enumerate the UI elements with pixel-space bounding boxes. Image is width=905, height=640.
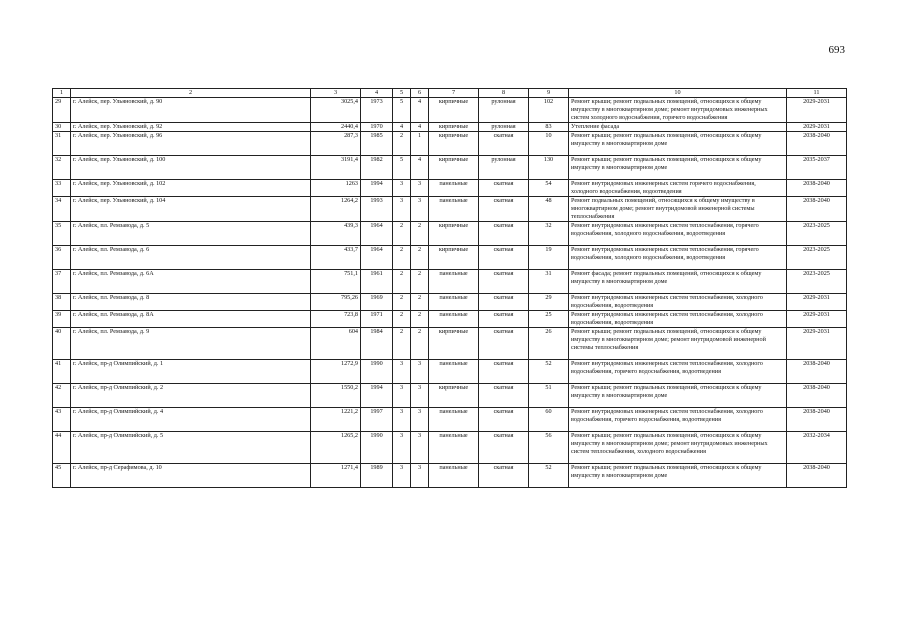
works-cell: Утепление фасада: [569, 123, 787, 132]
roof-type-cell: скатная: [479, 294, 529, 311]
floors-cell: 2: [393, 246, 411, 270]
floors-cell: 2: [393, 328, 411, 360]
wall-material-cell: кирпичные: [429, 384, 479, 408]
works-cell: Ремонт внутридомовых инженерных систем теплоснабжения, холодного водоснабжения, горячего водоснабжения, водоотведения: [569, 360, 787, 384]
apartments-cell: 51: [529, 384, 569, 408]
floors-cell: 5: [393, 98, 411, 123]
works-cell: Ремонт крыши; ремонт подвальных помещений, относящихся к общему имуществу в многоквартирном доме; ремонт внутридомовой инженерной системы теплоснабжения: [569, 328, 787, 360]
wall-material-cell: кирпичные: [429, 222, 479, 246]
year-cell: 1994: [361, 180, 393, 197]
area-cell: 439,3: [311, 222, 361, 246]
period-cell: 2038-2040: [787, 197, 847, 222]
column-number: 1: [53, 89, 71, 98]
wall-material-cell: панельные: [429, 311, 479, 328]
roof-type-cell: скатная: [479, 132, 529, 156]
entrances-cell: 2: [411, 270, 429, 294]
area-cell: 433,7: [311, 246, 361, 270]
row-number: 37: [53, 270, 71, 294]
year-cell: 1994: [361, 384, 393, 408]
floors-cell: 3: [393, 360, 411, 384]
floors-cell: 3: [393, 464, 411, 488]
wall-material-cell: кирпичные: [429, 98, 479, 123]
period-cell: 2029-2031: [787, 294, 847, 311]
roof-type-cell: рулонная: [479, 156, 529, 180]
year-cell: 1985: [361, 132, 393, 156]
area-cell: 287,3: [311, 132, 361, 156]
wall-material-cell: панельные: [429, 180, 479, 197]
column-number: 10: [569, 89, 787, 98]
period-cell: 2029-2031: [787, 123, 847, 132]
row-number: 32: [53, 156, 71, 180]
area-cell: 2440,4: [311, 123, 361, 132]
year-cell: 1993: [361, 197, 393, 222]
table-row: [53, 222, 847, 246]
works-cell: Ремонт внутридомовых инженерных систем теплоснабжения, холодного водоснабжения, водоотведения: [569, 294, 787, 311]
row-number: 45: [53, 464, 71, 488]
year-cell: 1970: [361, 123, 393, 132]
apartments-cell: 25: [529, 311, 569, 328]
housing-registry-table: [52, 88, 847, 488]
row-number: 43: [53, 408, 71, 432]
wall-material-cell: панельные: [429, 408, 479, 432]
address-cell: г. Алейск, пл. Ремзавода, д. 6: [71, 246, 311, 270]
entrances-cell: 4: [411, 98, 429, 123]
entrances-cell: 2: [411, 246, 429, 270]
wall-material-cell: кирпичные: [429, 123, 479, 132]
entrances-cell: 3: [411, 384, 429, 408]
row-number: 41: [53, 360, 71, 384]
floors-cell: 2: [393, 270, 411, 294]
address-cell: г. Алейск, пр-д Олимпийский, д. 5: [71, 432, 311, 464]
floors-cell: 3: [393, 432, 411, 464]
row-number: 34: [53, 197, 71, 222]
floors-cell: 2: [393, 222, 411, 246]
apartments-cell: 32: [529, 222, 569, 246]
works-cell: Ремонт крыши; ремонт подвальных помещений, относящихся к общему имуществу в многоквартирном доме: [569, 156, 787, 180]
area-cell: 723,8: [311, 311, 361, 328]
floors-cell: 2: [393, 132, 411, 156]
apartments-cell: 83: [529, 123, 569, 132]
address-cell: г. Алейск, пл. Ремзавода, д. 6А: [71, 270, 311, 294]
table-row: [53, 132, 847, 156]
address-cell: г. Алейск, пер. Ульяновский, д. 102: [71, 180, 311, 197]
works-cell: Ремонт внутридомовых инженерных систем горячего водоснабжения, холодного водоснабжения, водоотведения: [569, 180, 787, 197]
table-row: [53, 197, 847, 222]
works-cell: Ремонт крыши; ремонт подвальных помещений, относящихся к общему имуществу в многоквартирном доме: [569, 384, 787, 408]
year-cell: 1984: [361, 328, 393, 360]
table-row: [53, 432, 847, 464]
column-number: 11: [787, 89, 847, 98]
row-number: 35: [53, 222, 71, 246]
area-cell: 1550,2: [311, 384, 361, 408]
floors-cell: 2: [393, 294, 411, 311]
table-row: [53, 384, 847, 408]
row-number: 42: [53, 384, 71, 408]
table-row: [53, 464, 847, 488]
works-cell: Ремонт подвальных помещений, относящихся к общему имуществу в многоквартирном доме; ремонт внутридомовой инженерной системы теплоснабжения: [569, 197, 787, 222]
address-cell: г. Алейск, пл. Ремзавода, д. 9: [71, 328, 311, 360]
row-number: 38: [53, 294, 71, 311]
year-cell: 1964: [361, 246, 393, 270]
row-number: 33: [53, 180, 71, 197]
wall-material-cell: панельные: [429, 464, 479, 488]
address-cell: г. Алейск, пл. Ремзавода, д. 8: [71, 294, 311, 311]
works-cell: Ремонт внутридомовых инженерных систем теплоснабжения, горячего водоснабжения, холодного водоснабжения, водоотведения: [569, 222, 787, 246]
period-cell: 2038-2040: [787, 408, 847, 432]
address-cell: г. Алейск, пр-д Олимпийский, д. 4: [71, 408, 311, 432]
area-cell: 1271,4: [311, 464, 361, 488]
wall-material-cell: кирпичные: [429, 246, 479, 270]
area-cell: 751,1: [311, 270, 361, 294]
apartments-cell: 26: [529, 328, 569, 360]
apartments-cell: 54: [529, 180, 569, 197]
entrances-cell: 3: [411, 360, 429, 384]
area-cell: 1263: [311, 180, 361, 197]
works-cell: Ремонт крыши; ремонт подвальных помещений, относящихся к общему имуществу в многоквартирном доме: [569, 464, 787, 488]
works-cell: Ремонт крыши; ремонт подвальных помещений, относящихся к общему имуществу в многоквартирном доме; ремонт внутридомовых инженерных систем теплоснабжения, холодного водоснабжения: [569, 432, 787, 464]
row-number: 40: [53, 328, 71, 360]
area-cell: 1272,9: [311, 360, 361, 384]
table-row: [53, 156, 847, 180]
wall-material-cell: кирпичные: [429, 132, 479, 156]
floors-cell: 5: [393, 156, 411, 180]
roof-type-cell: скатная: [479, 180, 529, 197]
works-cell: Ремонт внутридомовых инженерных систем теплоснабжения, горячего водоснабжения, холодного водоснабжения, водоотведения: [569, 246, 787, 270]
address-cell: г. Алейск, пер. Ульяновский, д. 92: [71, 123, 311, 132]
roof-type-cell: рулонная: [479, 123, 529, 132]
floors-cell: 4: [393, 123, 411, 132]
entrances-cell: 4: [411, 156, 429, 180]
table-row: [53, 98, 847, 123]
address-cell: г. Алейск, пер. Ульяновский, д. 100: [71, 156, 311, 180]
table-row: [53, 408, 847, 432]
roof-type-cell: скатная: [479, 270, 529, 294]
apartments-cell: 52: [529, 360, 569, 384]
column-number: 9: [529, 89, 569, 98]
apartments-cell: 52: [529, 464, 569, 488]
apartments-cell: 10: [529, 132, 569, 156]
apartments-cell: 19: [529, 246, 569, 270]
column-number: 3: [311, 89, 361, 98]
area-cell: 1265,2: [311, 432, 361, 464]
entrances-cell: 3: [411, 408, 429, 432]
works-cell: Ремонт внутридомовых инженерных систем теплоснабжения, холодного водоснабжения, горячего водоснабжения, водоотведения: [569, 408, 787, 432]
entrances-cell: 3: [411, 197, 429, 222]
period-cell: 2029-2031: [787, 311, 847, 328]
floors-cell: 3: [393, 197, 411, 222]
entrances-cell: 2: [411, 328, 429, 360]
row-number: 30: [53, 123, 71, 132]
entrances-cell: 2: [411, 294, 429, 311]
period-cell: 2035-2037: [787, 156, 847, 180]
apartments-cell: 130: [529, 156, 569, 180]
entrances-cell: 4: [411, 123, 429, 132]
floors-cell: 3: [393, 180, 411, 197]
table-row: [53, 123, 847, 132]
period-cell: 2032-2034: [787, 432, 847, 464]
roof-type-cell: скатная: [479, 464, 529, 488]
apartments-cell: 29: [529, 294, 569, 311]
works-cell: Ремонт крыши; ремонт подвальных помещений, относящихся к общему имуществу в многоквартирном доме; ремонт внутридомовых инженерных систем холодного водоснабжения, горячего водоснабжения: [569, 98, 787, 123]
year-cell: 1997: [361, 408, 393, 432]
works-cell: Ремонт фасада; ремонт подвальных помещений, относящихся к общему имуществу в многоквартирном доме: [569, 270, 787, 294]
area-cell: 1221,2: [311, 408, 361, 432]
year-cell: 1989: [361, 464, 393, 488]
address-cell: г. Алейск, пл. Ремзавода, д. 5: [71, 222, 311, 246]
year-cell: 1982: [361, 156, 393, 180]
address-cell: г. Алейск, пер. Ульяновский, д. 104: [71, 197, 311, 222]
row-number: 36: [53, 246, 71, 270]
period-cell: 2038-2040: [787, 360, 847, 384]
roof-type-cell: скатная: [479, 197, 529, 222]
table-row: [53, 246, 847, 270]
column-number: 8: [479, 89, 529, 98]
roof-type-cell: скатная: [479, 360, 529, 384]
period-cell: 2029-2031: [787, 328, 847, 360]
period-cell: 2038-2040: [787, 384, 847, 408]
column-number: 2: [71, 89, 311, 98]
year-cell: 1990: [361, 432, 393, 464]
wall-material-cell: панельные: [429, 270, 479, 294]
wall-material-cell: панельные: [429, 197, 479, 222]
roof-type-cell: скатная: [479, 328, 529, 360]
year-cell: 1973: [361, 98, 393, 123]
table-row: [53, 294, 847, 311]
entrances-cell: 3: [411, 464, 429, 488]
roof-type-cell: скатная: [479, 246, 529, 270]
apartments-cell: 48: [529, 197, 569, 222]
address-cell: г. Алейск, пер. Ульяновский, д. 96: [71, 132, 311, 156]
apartments-cell: 60: [529, 408, 569, 432]
entrances-cell: 1: [411, 132, 429, 156]
table-row: [53, 328, 847, 360]
roof-type-cell: скатная: [479, 222, 529, 246]
table-row: [53, 311, 847, 328]
roof-type-cell: скатная: [479, 311, 529, 328]
roof-type-cell: скатная: [479, 408, 529, 432]
table-row: [53, 180, 847, 197]
address-cell: г. Алейск, пл. Ремзавода, д. 8А: [71, 311, 311, 328]
works-cell: Ремонт внутридомовых инженерных систем теплоснабжения, холодного водоснабжения, водоотведения: [569, 311, 787, 328]
row-number: 39: [53, 311, 71, 328]
table-row: [53, 360, 847, 384]
period-cell: 2023-2025: [787, 222, 847, 246]
roof-type-cell: скатная: [479, 384, 529, 408]
area-cell: 3191,4: [311, 156, 361, 180]
column-number: 5: [393, 89, 411, 98]
period-cell: 2038-2040: [787, 180, 847, 197]
period-cell: 2029-2031: [787, 98, 847, 123]
floors-cell: 3: [393, 384, 411, 408]
wall-material-cell: кирпичные: [429, 156, 479, 180]
area-cell: 1264,2: [311, 197, 361, 222]
year-cell: 1961: [361, 270, 393, 294]
column-number: 6: [411, 89, 429, 98]
period-cell: 2023-2025: [787, 270, 847, 294]
wall-material-cell: панельные: [429, 360, 479, 384]
wall-material-cell: панельные: [429, 432, 479, 464]
year-cell: 1971: [361, 311, 393, 328]
address-cell: г. Алейск, пр-д Олимпийский, д. 2: [71, 384, 311, 408]
roof-type-cell: рулонная: [479, 98, 529, 123]
column-number-row: [53, 89, 847, 98]
address-cell: г. Алейск, пер. Ульяновский, д. 90: [71, 98, 311, 123]
entrances-cell: 2: [411, 222, 429, 246]
wall-material-cell: панельные: [429, 294, 479, 311]
address-cell: г. Алейск, пр-д Олимпийский, д. 1: [71, 360, 311, 384]
entrances-cell: 3: [411, 432, 429, 464]
page-number: 693: [828, 44, 845, 56]
year-cell: 1990: [361, 360, 393, 384]
works-cell: Ремонт крыши; ремонт подвальных помещений, относящихся к общему имуществу в многоквартирном доме: [569, 132, 787, 156]
row-number: 44: [53, 432, 71, 464]
year-cell: 1969: [361, 294, 393, 311]
period-cell: 2038-2040: [787, 132, 847, 156]
column-number: 7: [429, 89, 479, 98]
row-number: 31: [53, 132, 71, 156]
table-row: [53, 270, 847, 294]
entrances-cell: 2: [411, 311, 429, 328]
area-cell: 3025,4: [311, 98, 361, 123]
area-cell: 604: [311, 328, 361, 360]
entrances-cell: 3: [411, 180, 429, 197]
apartments-cell: 31: [529, 270, 569, 294]
period-cell: 2038-2040: [787, 464, 847, 488]
apartments-cell: 56: [529, 432, 569, 464]
year-cell: 1964: [361, 222, 393, 246]
floors-cell: 2: [393, 311, 411, 328]
row-number: 29: [53, 98, 71, 123]
roof-type-cell: скатная: [479, 432, 529, 464]
column-number: 4: [361, 89, 393, 98]
wall-material-cell: кирпичные: [429, 328, 479, 360]
area-cell: 795,26: [311, 294, 361, 311]
period-cell: 2023-2025: [787, 246, 847, 270]
address-cell: г. Алейск, пр-д Серафимова, д. 10: [71, 464, 311, 488]
floors-cell: 3: [393, 408, 411, 432]
apartments-cell: 102: [529, 98, 569, 123]
